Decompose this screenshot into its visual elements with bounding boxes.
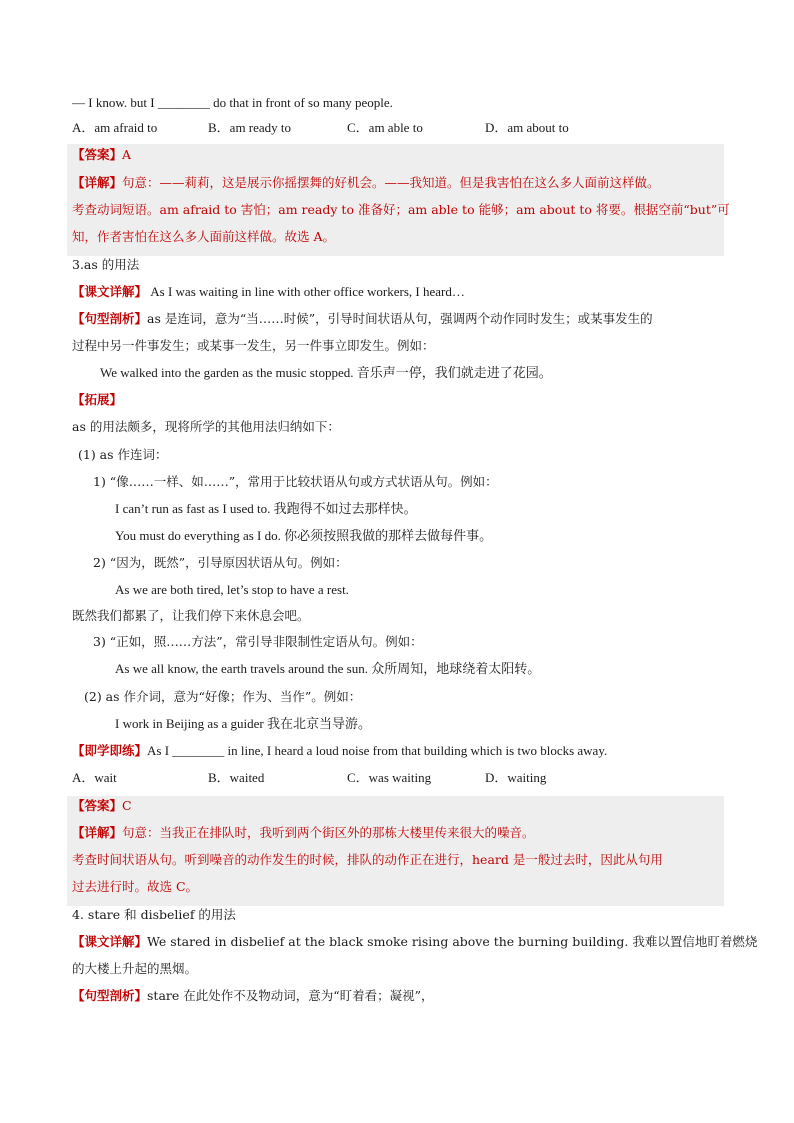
conj-heading: (1) as 作连词： — [78, 447, 168, 462]
text-detail: We stared in disbelief at the black smoke rising above the burning building. 我难以置信地盯着燃烧 — [147, 934, 758, 949]
option-c: C．am able to — [347, 120, 423, 135]
q2-answer-line — [72, 146, 131, 164]
q2-detail-line-3: 知，作者害怕在这么多人面前这样做。故选 A。 — [72, 229, 336, 244]
q2-dialogue: — I know. but I ________ do that in front of so many people. — [72, 95, 393, 110]
analysis-tag: 【句型剖析】 — [72, 988, 148, 1003]
detail-text: 句意：当我正在排队时，我听到两个街区外的那栋大楼里传来很大的噪音。 — [122, 825, 535, 840]
usage-3: 3) “正如，照……方法”，常引导非限制性定语从句。例如： — [93, 634, 423, 649]
analysis-tag: 【句型剖析】 — [72, 311, 148, 326]
usage-2-example: As we are both tired, let’s stop to have a rest. — [115, 582, 349, 597]
option-b: B．waited — [208, 770, 265, 785]
detail-tag: 【详解】 — [72, 825, 123, 840]
practice-question: As I ________ in line, I heard a loud noise from that building which is two blocks away. — [147, 743, 608, 758]
extend-tag-label: 【拓展】 — [72, 392, 123, 407]
sec3-analysis-line-1 — [72, 310, 653, 328]
text-detail-tag: 【课文详解】 — [72, 934, 148, 949]
sec3-example: We walked into the garden as the music stopped. 音乐声一停，我们就走进了花园。 — [100, 365, 552, 380]
option-d: D．waiting — [485, 770, 547, 785]
analysis-text: stare 在此处作不及物动词，意为“盯着看；凝视”， — [147, 988, 434, 1003]
sec4-text-line-2: 的大楼上升起的黑烟。 — [72, 961, 198, 976]
usage-1: 1) “像……一样、如……”，常用于比较状语从句或方式状语从句。例如： — [93, 474, 498, 489]
text-detail: As I was waiting in line with other office workers, I heard… — [147, 284, 465, 299]
option-b: B．am ready to — [208, 120, 292, 135]
usage-1-example-2: You must do everything as I do. 你必须按照我做的那样去做每件事。 — [115, 528, 493, 543]
section-3-title: 3.as 的用法 — [72, 257, 140, 272]
analysis-text: as 是连词，意为“当……时候”，引导时间状语从句，强调两个动作同时发生；或某事发生的 — [147, 311, 653, 326]
extend-tag — [72, 391, 122, 409]
answer-tag: 【答案】 — [72, 147, 123, 162]
option-a: A．wait — [72, 770, 117, 785]
practice-tag: 【即学即练】 — [72, 743, 148, 758]
q2-detail-line-1 — [72, 174, 660, 192]
extend-intro: as 的用法颇多，现将所学的其他用法归纳如下： — [72, 419, 340, 434]
detail-tag: 【详解】 — [72, 175, 123, 190]
sec4-analysis-line — [72, 987, 434, 1005]
sec3-answer-line — [72, 797, 132, 815]
prep-example: I work in Beijing as a guider 我在北京当导游。 — [115, 716, 371, 731]
option-a: A．am afraid to — [72, 120, 158, 135]
usage-3-example: As we all know, the earth travels around the sun. 众所周知，地球绕着太阳转。 — [115, 661, 541, 676]
usage-2: 2) “因为，既然”，引导原因状语从句。例如： — [93, 555, 348, 570]
usage-1-example-1: I can’t run as fast as I used to. 我跑得不如过去那样快。 — [115, 501, 417, 516]
answer-value: A — [122, 147, 132, 162]
usage-2-translation: 既然我们都累了，让我们停下来休息会吧。 — [72, 608, 310, 623]
detail-text: 句意：——莉莉，这是展示你摇摆舞的好机会。——我知道。但是我害怕在这么多人面前这样做。 — [122, 175, 660, 190]
answer-value: C — [122, 798, 132, 813]
prep-heading: (2) as 作介词，意为“好像；作为、当作”。例如： — [84, 689, 362, 704]
sec3-analysis-line-2: 过程中另一件事发生；或某事一发生，另一件事立即发生。例如： — [72, 338, 435, 353]
sec3-text-line — [72, 283, 465, 301]
option-c: C．was waiting — [347, 770, 432, 785]
sec4-text-line-1 — [72, 933, 757, 951]
answer-tag: 【答案】 — [72, 798, 123, 813]
text-detail-tag: 【课文详解】 — [72, 284, 148, 299]
option-d: D．am about to — [485, 120, 569, 135]
q2-detail-line-2: 考查动词短语。am afraid to 害怕；am ready to 准备好；am able to 能够；am about to 将要。根据空前“but”可 — [72, 202, 730, 217]
sec3-detail-line-3: 过去进行时。故选 C。 — [72, 879, 199, 894]
practice-line — [72, 742, 607, 760]
section-4-title: 4. stare 和 disbelief 的用法 — [72, 907, 236, 922]
sec3-detail-line-1 — [72, 824, 535, 842]
sec3-detail-line-2: 考查时间状语从句。听到噪音的动作发生的时候，排队的动作正在进行，heard 是一般过去时，因此从句用 — [72, 852, 663, 867]
